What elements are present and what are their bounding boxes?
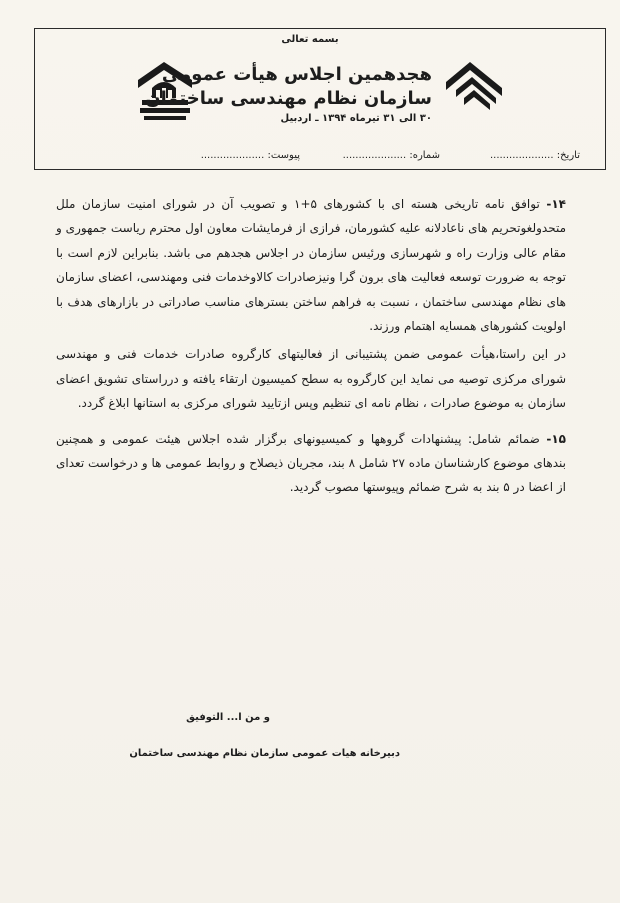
letter-body [56, 192, 566, 500]
item-14-text: توافق نامه تاریخی هسته ای با کشورهای ۵+۱ و تصویب آن در شورای امنیت سازمان ملل متحدولغوتحریم های ناعادلانه علیه کشورمان، فرازی از فرمایشات معاون اول محترم ریاست جمهوری و مقام عالی وزارت راه و شهرسازی ورئیس سازمان در اجلاس هجدهم می باشد. بنابراین لازم است با توجه به ضرورت توسعه فعالیت های برون گرا ونیزصادرات کالاوخدمات فنی ومهندسی، اعضای سازمان های نظام مهندسی ساختمان ، نسبت به فراهم ساختن بسترهای مناسب صادراتی در بازارهای هدف با اولویت کشورهای همسایه اهتمام ورزند. [56, 197, 566, 334]
attachment-field: پیوست: .................... [200, 150, 300, 161]
closing-phrase: و من ا... التوفیق [186, 712, 270, 723]
letterhead-title: هجدهمین اجلاس هیأت عمومی [161, 64, 432, 85]
item-14-followup: در این راستا،هیأت عمومی ضمن پشتیبانی از فعالیتهای کارگروه صادرات خدمات فنی و مهندسی شورای مرکزی توصیه می نماید این کارگروه به سطح کمیسیون ارتقاء یافته و درراستای تشویق اعضای سازمان به موضوع صادرات ، نظام نامه ای تنظیم وپس ازتایید شورای مرکزی به استانها ابلاغ گردد. [56, 347, 566, 411]
organization-logo-icon [442, 58, 506, 114]
item-14 [56, 192, 566, 338]
number-field: شماره: .................... [342, 150, 440, 161]
letterhead-subtitle: سازمان نظام مهندسی ساختمان [145, 88, 432, 109]
basmala: بسمه تعالی [281, 34, 339, 45]
letterhead-date-place: ۳۰ الی ۳۱ تیرماه ۱۳۹۴ ـ اردبیل [280, 113, 432, 124]
date-field: تاریخ: .................... [489, 150, 580, 161]
item-15-number: ۱۵- [546, 431, 566, 446]
signature-office: دبیرخانه هیات عمومی سازمان نظام مهندسی ساختمان [129, 748, 400, 759]
item-14-number: ۱۴- [546, 197, 566, 211]
item-15-text: ضمائم شامل: پیشنهادات گروهها و کمیسیونهای برگزار شده اجلاس هیئت عمومی و همچنین بندهای موضوع کارشناسان ماده ۲۷ شامل ۸ بند، مجریان ذیصلاح و روابط عمومی ها و درخواست تعدای از اعضا در ۵ بند به شرح ضمائم وپیوستها مصوب گردید. [56, 431, 566, 495]
item-15 [56, 427, 566, 500]
